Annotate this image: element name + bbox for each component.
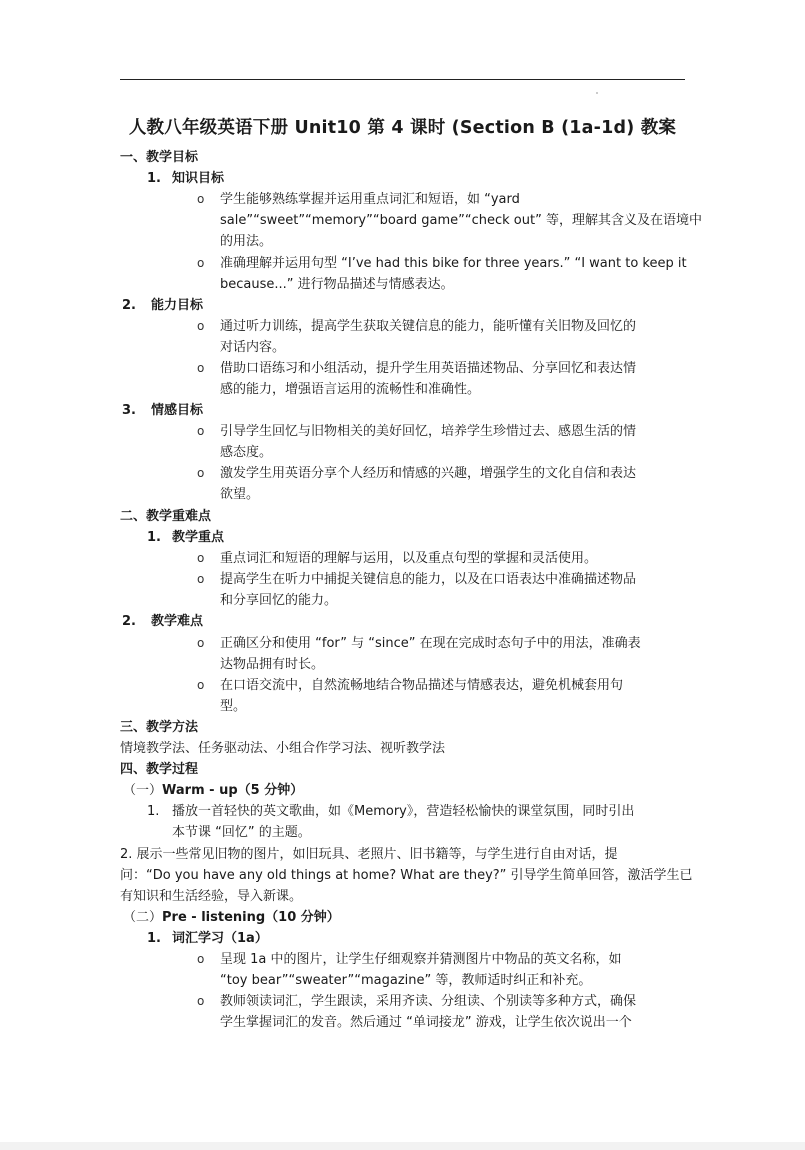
methods-text: 情境教学法、任务驱动法、小组合作学习法、视听教学法 — [120, 741, 446, 756]
subsection-number: 1. — [147, 530, 161, 545]
list-item-line: 在口语交流中，自然流畅地结合物品描述与情感表达，避免机械套用句 — [220, 678, 624, 693]
bullet-icon: o — [197, 466, 205, 480]
list-item-line: 欲望。 — [220, 487, 260, 502]
part-heading-warmup — [123, 780, 303, 801]
bullet-icon: o — [197, 994, 205, 1008]
subsection-number: 3. — [122, 403, 136, 418]
list-item-line: 和分享回忆的能力。 — [220, 593, 338, 608]
part-duration: （5 分钟） — [237, 783, 304, 798]
bullet-icon: o — [197, 551, 205, 565]
bullet-icon: o — [197, 572, 205, 586]
paragraph-line: 播放一首轻快的英文歌曲，如《Memory》，营造轻松愉快的课堂氛围，同时引出 — [172, 804, 635, 819]
list-item-line: 通过听力训练，提高学生获取关键信息的能力，能听懂有关旧物及回忆的 — [220, 319, 637, 334]
list-item-line: 感态度。 — [220, 445, 273, 460]
subsection-focus: 教学重点 — [172, 530, 225, 545]
bullet-icon: o — [197, 952, 205, 966]
subsection-vocab: 词汇学习（1a） — [172, 931, 268, 946]
paragraph-line: 2. 展示一些常见旧物的图片，如旧玩具、老照片、旧书籍等，与学生进行自由对话，提 — [120, 847, 618, 862]
list-item-line: 型。 — [220, 699, 247, 714]
page-bottom-edge — [0, 1142, 805, 1150]
part-title-en: Warm - up — [162, 783, 238, 798]
list-item-line: 借助口语练习和小组活动，提升学生用英语描述物品、分享回忆和表达情 — [220, 361, 637, 376]
part-prefix: （二） — [123, 910, 163, 925]
subsection-number: 2. — [122, 614, 136, 629]
paragraph-line: 有知识和生活经验，导入新课。 — [120, 889, 303, 904]
paragraph-line: 本节课 “回忆” 的主题。 — [172, 825, 311, 840]
section-heading-process: 四、教学过程 — [120, 762, 199, 777]
part-heading-prelistening — [123, 907, 340, 928]
page-title: 人教八年级英语下册 Unit10 第 4 课时 (Section B (1a-1d) 教案 — [128, 118, 677, 138]
section-heading-methods: 三、教学方法 — [120, 720, 199, 735]
list-item-line: because...” 进行物品描述与情感表达。 — [220, 277, 454, 292]
bullet-icon: o — [197, 256, 205, 270]
bullet-icon: o — [197, 361, 205, 375]
list-item-line: 呈现 1a 中的图片，让学生仔细观察并猜测图片中物品的英文名称，如 — [220, 952, 622, 967]
list-item-line: 学生能够熟练掌握并运用重点词汇和短语，如 “yard — [220, 192, 520, 207]
list-item-line: 重点词汇和短语的理解与运用，以及重点句型的掌握和灵活使用。 — [220, 551, 598, 566]
list-item-line: “toy bear”“sweater”“magazine” 等，教师适时纠正和补充。 — [220, 973, 592, 988]
list-item-line: 正确区分和使用 “for” 与 “since” 在现在完成时态句子中的用法，准确表 — [220, 636, 641, 651]
bullet-icon: o — [197, 319, 205, 333]
subsection-knowledge-goals: 知识目标 — [172, 171, 225, 186]
paragraph-line: 问：“Do you have any old things at home? What are they?” 引导学生简单回答，激活学生已 — [120, 868, 693, 883]
part-title-en: Pre - listening — [162, 910, 266, 925]
bullet-icon: o — [197, 678, 205, 692]
list-item-line: 感的能力，增强语言运用的流畅性和准确性。 — [220, 382, 481, 397]
section-heading-key-points: 二、教学重难点 — [120, 509, 212, 524]
item-number: 1. — [147, 804, 160, 819]
subsection-number: 2. — [122, 298, 136, 313]
part-prefix: （一） — [123, 783, 163, 798]
list-item-line: 对话内容。 — [220, 340, 286, 355]
subsection-number: 1. — [147, 931, 161, 946]
bullet-icon: o — [197, 636, 205, 650]
bullet-icon: o — [197, 424, 205, 438]
list-item-line: 达物品拥有时长。 — [220, 657, 325, 672]
header-rule — [120, 79, 685, 80]
subsection-difficulty: 教学难点 — [151, 614, 204, 629]
section-heading-goals: 一、教学目标 — [120, 150, 199, 165]
list-item-line: sale”“sweet”“memory”“board game”“check out” 等，理解其含义及在语境中 — [220, 213, 702, 228]
list-item-line: 教师领读词汇，学生跟读，采用齐读、分组读、个别读等多种方式，确保 — [220, 994, 637, 1009]
list-item-line: 提高学生在听力中捕捉关键信息的能力，以及在口语表达中准确描述物品 — [220, 572, 637, 587]
subsection-number: 1. — [147, 171, 161, 186]
speck — [596, 92, 598, 94]
part-duration: （10 分钟） — [265, 910, 340, 925]
subsection-emotional-goals: 情感目标 — [151, 403, 204, 418]
list-item-line: 激发学生用英语分享个人经历和情感的兴趣，增强学生的文化自信和表达 — [220, 466, 637, 481]
list-item-line: 引导学生回忆与旧物相关的美好回忆，培养学生珍惜过去、感恩生活的情 — [220, 424, 637, 439]
subsection-ability-goals: 能力目标 — [151, 298, 204, 313]
list-item-line: 准确理解并运用句型 “I’ve had this bike for three years.” “I want to keep it — [220, 256, 687, 271]
list-item-line: 的用法。 — [220, 234, 273, 249]
list-item-line: 学生掌握词汇的发音。然后通过 “单词接龙” 游戏，让学生依次说出一个 — [220, 1015, 632, 1030]
bullet-icon: o — [197, 192, 205, 206]
